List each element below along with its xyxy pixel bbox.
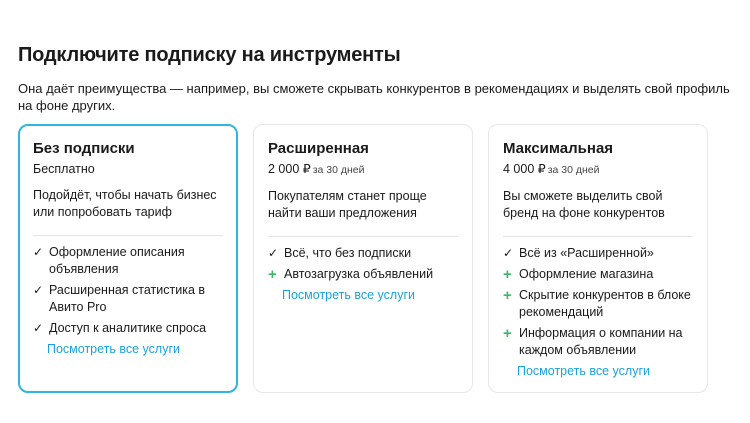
feature-item: + Скрытие конкурентов в блоке рекомендаций (503, 287, 691, 319)
check-icon: ✓ (33, 321, 44, 335)
plus-icon: + (503, 287, 512, 304)
see-all-services-link[interactable]: Посмотреть все услуги (517, 364, 651, 378)
plan-card-extended[interactable] (253, 124, 473, 393)
feature-item: ✓ Всё из «Расширенной» (503, 246, 654, 260)
plan-price: Бесплатно (33, 162, 95, 176)
plan-description: Подойдёт, чтобы начать бизнес или попробовать тариф (33, 188, 217, 219)
plan-title: Максимальная (503, 140, 614, 157)
plus-icon: + (503, 266, 512, 283)
feature-item: + Оформление магазина (503, 266, 654, 283)
feature-item: ✓ Расширенная статистика в Авито Pro (33, 283, 206, 314)
check-icon: ✓ (503, 246, 514, 260)
check-icon: ✓ (33, 283, 44, 297)
feature-item: ✓ Доступ к аналитике спроса (33, 321, 207, 335)
check-icon: ✓ (268, 246, 279, 260)
plan-card-free[interactable] (18, 124, 238, 393)
page-title: Подключите подписку на инструменты (18, 44, 401, 66)
plan-price: 2 000 ₽ за 30 дней (268, 162, 365, 176)
feature-list (33, 244, 223, 337)
feature-item: ✓ Всё, что без подписки (268, 246, 412, 260)
feature-item: ✓ Оформление описания объявления (33, 245, 185, 276)
plan-description: Вы сможете выделить свой бренд на фоне конкурентов (503, 189, 665, 220)
page-description: Она даёт преимущества — например, вы сможете скрывать конкурентов в рекомендациях и выделять свой профиль на фоне других. (18, 81, 730, 113)
plan-price: 4 000 ₽ за 30 дней (503, 162, 600, 176)
divider (503, 236, 693, 237)
plus-icon: + (268, 266, 277, 283)
plan-title: Без подписки (33, 140, 135, 157)
divider (33, 235, 223, 236)
see-all-services-link[interactable]: Посмотреть все услуги (282, 288, 416, 302)
feature-item: + Информация о компании на каждом объявлении (503, 325, 683, 357)
see-all-services-link[interactable]: Посмотреть все услуги (47, 342, 181, 356)
check-icon: ✓ (33, 245, 44, 259)
plus-icon: + (503, 325, 512, 342)
plan-card-maximum[interactable] (488, 124, 708, 393)
feature-list (268, 245, 458, 283)
feature-item: + Автозагрузка объявлений (268, 266, 434, 283)
feature-list (503, 245, 693, 359)
divider (268, 236, 458, 237)
plan-description: Покупателям станет проще найти ваши предложения (268, 189, 427, 220)
plan-title: Расширенная (268, 140, 369, 157)
